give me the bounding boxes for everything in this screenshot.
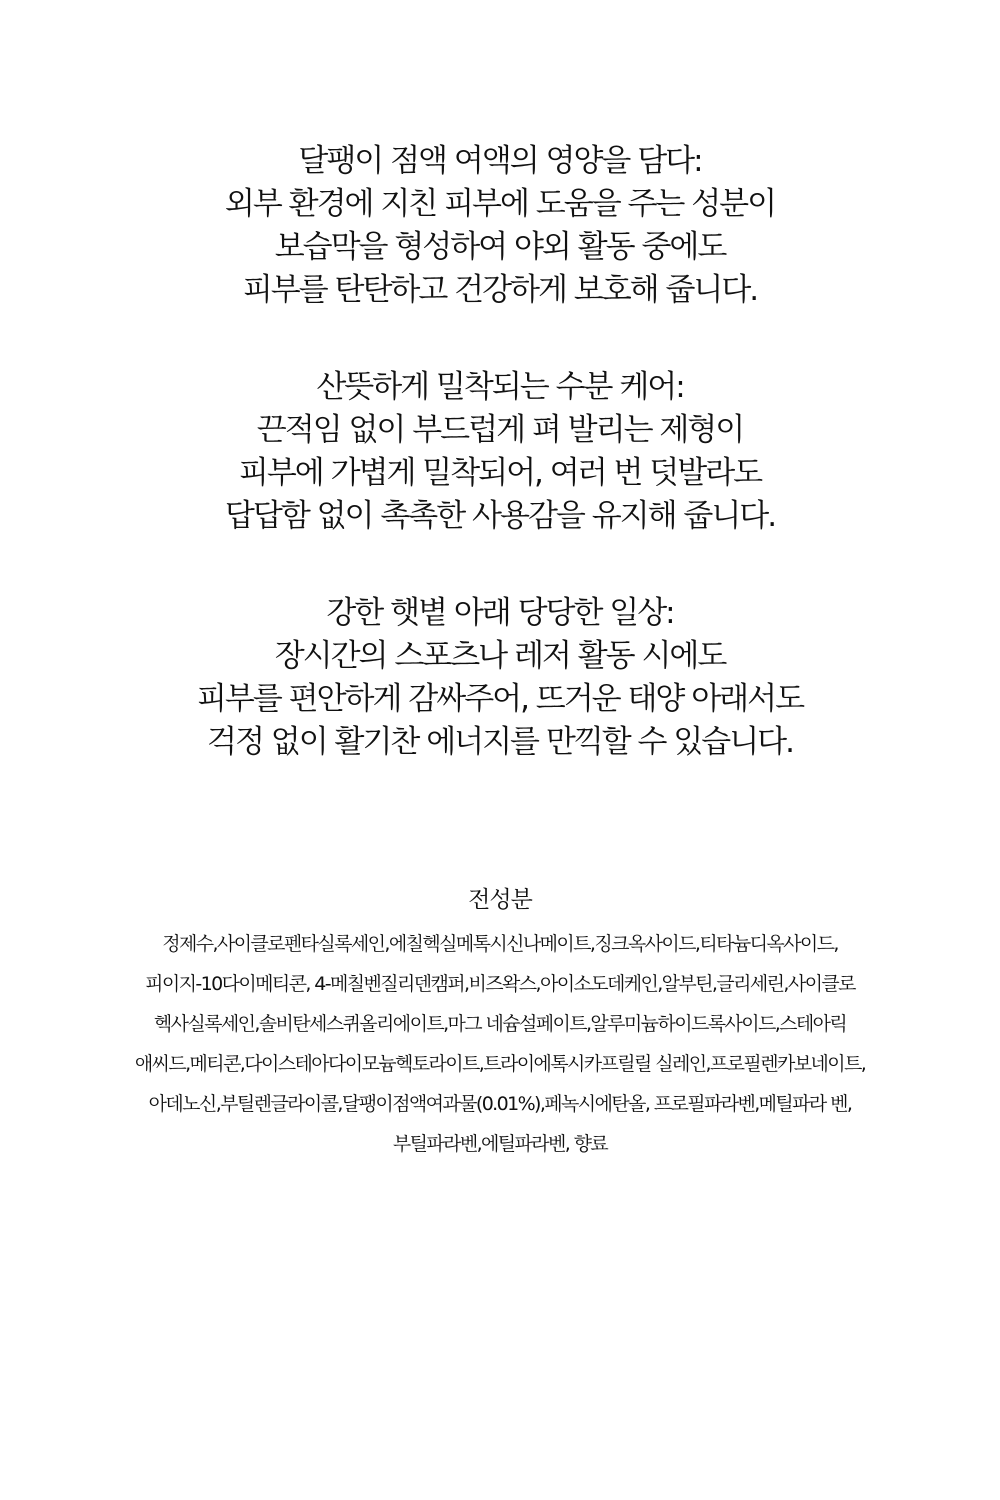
feature-text-line: 보습막을 형성하여 야외 활동 중에도 <box>274 229 726 265</box>
feature-text-line: 피부를 편안하게 감싸주어, 뜨거운 태양 아래서도 <box>196 681 804 717</box>
ingredient-list-line: 애씨드,메티콘,다이스테아다이모늄헥토라이트,트라이에톡시카프릴릴 실레인,프로필렌카보네이트, <box>134 1053 866 1075</box>
feature-heading: 산뜻하게 밀착되는 수분 케어: <box>316 369 684 405</box>
feature-text-line: 피부에 가볍게 밀착되어, 여러 번 덧발라도 <box>238 455 762 491</box>
feature-text-line: 장시간의 스포츠나 레저 활동 시에도 <box>274 638 726 674</box>
feature-block-sun-protection <box>0 592 1000 764</box>
ingredient-list-line: 정제수,사이클로펜타실록세인,에칠헥실메톡시신나메이트,징크옥사이드,티타늄디옥사이드, <box>162 933 838 955</box>
ingredient-list-line: 아데노신,부틸렌글라이콜,달팽이점액여과물(0.01%),페녹시에탄올, 프로필파라벤,메틸파라 벤, <box>148 1093 852 1115</box>
feature-text-line: 답답함 없이 촉촉한 사용감을 유지해 줍니다. <box>224 498 776 534</box>
ingredients-section <box>40 880 960 1164</box>
feature-descriptions <box>0 140 1000 818</box>
feature-block-moisture-care <box>0 366 1000 538</box>
ingredient-list-line: 부틸파라벤,에틸파라벤, 향료 <box>392 1133 608 1155</box>
feature-text-line: 걱정 없이 활기찬 에너지를 만끽할 수 있습니다. <box>207 724 793 760</box>
feature-heading: 달팽이 점액 여액의 영양을 담다: <box>298 143 702 179</box>
ingredients-title: 전성분 <box>468 887 532 913</box>
feature-text-line: 외부 환경에 지친 피부에 도움을 주는 성분이 <box>224 186 776 222</box>
feature-text-line: 끈적임 없이 부드럽게 펴 발리는 제형이 <box>256 412 744 448</box>
feature-heading: 강한 햇볕 아래 당당한 일상: <box>326 595 674 631</box>
feature-text-line: 피부를 탄탄하고 건강하게 보호해 줍니다. <box>242 272 758 308</box>
feature-block-snail-nutrition <box>0 140 1000 312</box>
ingredient-list-line: 피이지-10다이메티콘, 4-메칠벤질리덴캠퍼,비즈왁스,아이소도데케인,알부틴,글리세린,사이클로 <box>145 973 855 995</box>
ingredient-list-line: 헥사실록세인,솔비탄세스퀴올리에이트,마그 네슘설페이트,알루미늄하이드록사이드,스테아릭 <box>153 1013 847 1035</box>
